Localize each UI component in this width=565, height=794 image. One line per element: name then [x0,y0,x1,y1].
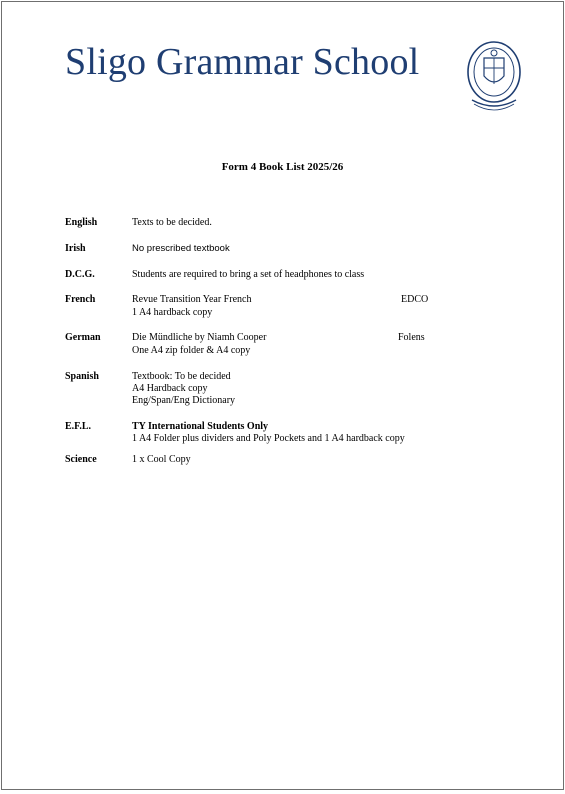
school-crest-logo [464,40,524,116]
subject-efl-line-1: TY International Students Only [132,421,269,432]
subject-english-label: English [65,217,98,228]
subject-spanish-label: Spanish [65,371,99,382]
book-list-title: Form 4 Book List 2025/26 [221,161,344,173]
subject-dcg-line-1: Students are required to bring a set of headphones to class [132,269,365,280]
subject-spanish-line-3: Eng/Span/Eng Dictionary [132,395,236,406]
subject-french-label: French [65,294,96,305]
subject-efl-line-2: 1 A4 Folder plus dividers and Poly Pockets and 1 A4 hardback copy [132,433,405,444]
subject-french-line-2: 1 A4 hardback copy [132,307,213,318]
subject-efl-label: E.F.L. [65,421,92,432]
subject-english-line-1: Texts to be decided. [132,217,212,228]
subject-german-line-2: One A4 zip folder & A4 copy [132,345,251,356]
subject-science-label: Science [65,454,97,465]
document-page [1,1,564,790]
subject-french-line-1: Revue Transition Year French [132,294,252,305]
subject-science-line-1: 1 x Cool Copy [132,454,191,465]
subject-german-publisher: Folens [398,332,425,343]
subject-irish-label: Irish [65,243,86,254]
subject-spanish-line-1: Textbook: To be decided [132,371,231,382]
subject-irish-line-1: No prescribed textbook [132,243,230,254]
subject-dcg-label: D.C.G. [65,269,95,280]
subject-german-line-1: Die Mündliche by Niamh Cooper [132,332,267,343]
subject-german-label: German [65,332,101,343]
school-name: Sligo Grammar School [65,41,420,83]
subject-spanish-line-2: A4 Hardback copy [132,383,208,394]
subject-french-publisher: EDCO [401,294,429,305]
